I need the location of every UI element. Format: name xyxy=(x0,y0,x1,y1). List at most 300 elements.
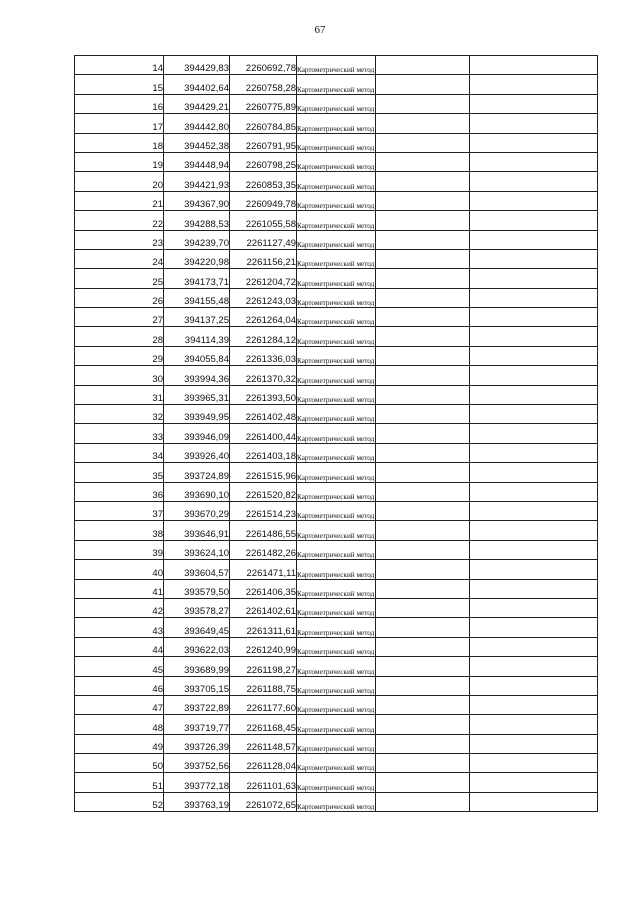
point-number-cell: 30 xyxy=(75,366,164,385)
table-row xyxy=(75,521,598,540)
x-coordinate-cell: 393705,15 xyxy=(164,676,230,695)
empty-cell xyxy=(376,211,470,230)
method-cell xyxy=(297,385,376,404)
method-text: Картометрический метод xyxy=(297,570,375,579)
method-cell xyxy=(297,346,376,365)
point-number-cell: 39 xyxy=(75,540,164,559)
point-number-cell: 35 xyxy=(75,463,164,482)
empty-cell xyxy=(376,521,470,540)
x-coordinate-cell: 394429,83 xyxy=(164,56,230,75)
method-text: Картометрический метод xyxy=(297,66,375,75)
empty-cell xyxy=(470,501,598,520)
empty-cell xyxy=(376,249,470,268)
method-text: Картометрический метод xyxy=(297,551,375,560)
empty-cell xyxy=(470,521,598,540)
empty-cell xyxy=(376,366,470,385)
method-cell xyxy=(297,133,376,152)
method-cell xyxy=(297,405,376,424)
method-text: Картометрический метод xyxy=(297,745,375,754)
empty-cell xyxy=(470,734,598,753)
x-coordinate-cell: 393578,27 xyxy=(164,598,230,617)
method-text: Картометрический метод xyxy=(297,299,375,308)
y-coordinate-cell: 2261486,55 xyxy=(230,521,297,540)
empty-cell xyxy=(376,754,470,773)
table-row xyxy=(75,443,598,462)
method-text: Картометрический метод xyxy=(297,531,375,540)
y-coordinate-cell: 2261402,61 xyxy=(230,598,297,617)
y-coordinate-cell: 2261177,60 xyxy=(230,695,297,714)
y-coordinate-cell: 2261198,27 xyxy=(230,657,297,676)
empty-cell xyxy=(470,288,598,307)
method-text: Картометрический метод xyxy=(297,221,375,230)
empty-cell xyxy=(470,657,598,676)
empty-cell xyxy=(470,618,598,637)
empty-cell xyxy=(470,346,598,365)
empty-cell xyxy=(376,308,470,327)
empty-cell xyxy=(470,463,598,482)
method-text: Картометрический метод xyxy=(297,725,375,734)
method-text: Картометрический метод xyxy=(297,589,375,598)
empty-cell xyxy=(470,405,598,424)
method-cell xyxy=(297,308,376,327)
table-row xyxy=(75,598,598,617)
method-cell xyxy=(297,482,376,501)
method-text: Картометрический метод xyxy=(297,609,375,618)
x-coordinate-cell: 394173,71 xyxy=(164,269,230,288)
point-number-cell: 31 xyxy=(75,385,164,404)
empty-cell xyxy=(376,540,470,559)
empty-cell xyxy=(470,773,598,792)
empty-cell xyxy=(376,715,470,734)
table-row xyxy=(75,152,598,171)
method-cell xyxy=(297,249,376,268)
empty-cell xyxy=(376,152,470,171)
empty-cell xyxy=(376,618,470,637)
table-row xyxy=(75,754,598,773)
y-coordinate-cell: 2261514,23 xyxy=(230,501,297,520)
y-coordinate-cell: 2261101,63 xyxy=(230,773,297,792)
y-coordinate-cell: 2260949,78 xyxy=(230,191,297,210)
method-text: Картометрический метод xyxy=(297,764,375,773)
table-row xyxy=(75,385,598,404)
empty-cell xyxy=(470,75,598,94)
method-text: Картометрический метод xyxy=(297,279,375,288)
x-coordinate-cell: 393649,45 xyxy=(164,618,230,637)
point-number-cell: 41 xyxy=(75,579,164,598)
y-coordinate-cell: 2261393,50 xyxy=(230,385,297,404)
method-text: Картометрический метод xyxy=(297,318,375,327)
empty-cell xyxy=(470,191,598,210)
empty-cell xyxy=(470,754,598,773)
empty-cell xyxy=(376,385,470,404)
method-cell xyxy=(297,327,376,346)
empty-cell xyxy=(470,327,598,346)
point-number-cell: 25 xyxy=(75,269,164,288)
empty-cell xyxy=(470,385,598,404)
empty-cell xyxy=(470,56,598,75)
method-cell xyxy=(297,366,376,385)
y-coordinate-cell: 2261403,18 xyxy=(230,443,297,462)
x-coordinate-cell: 394402,64 xyxy=(164,75,230,94)
method-text: Картометрический метод xyxy=(297,260,375,269)
table-row xyxy=(75,346,598,365)
table-row xyxy=(75,191,598,210)
point-number-cell: 52 xyxy=(75,792,164,811)
y-coordinate-cell: 2261311,61 xyxy=(230,618,297,637)
empty-cell xyxy=(376,191,470,210)
method-cell xyxy=(297,695,376,714)
empty-cell xyxy=(376,560,470,579)
method-text: Картометрический метод xyxy=(297,163,375,172)
x-coordinate-cell: 393689,99 xyxy=(164,657,230,676)
y-coordinate-cell: 2261243,03 xyxy=(230,288,297,307)
y-coordinate-cell: 2261264,04 xyxy=(230,308,297,327)
empty-cell xyxy=(376,637,470,656)
empty-cell xyxy=(470,94,598,113)
empty-cell xyxy=(376,579,470,598)
empty-cell xyxy=(376,792,470,811)
x-coordinate-cell: 393946,09 xyxy=(164,424,230,443)
point-number-cell: 50 xyxy=(75,754,164,773)
y-coordinate-cell: 2260791,95 xyxy=(230,133,297,152)
point-number-cell: 29 xyxy=(75,346,164,365)
method-text: Картометрический метод xyxy=(297,202,375,211)
y-coordinate-cell: 2261402,48 xyxy=(230,405,297,424)
point-number-cell: 43 xyxy=(75,618,164,637)
method-cell xyxy=(297,191,376,210)
x-coordinate-cell: 394452,38 xyxy=(164,133,230,152)
method-text: Картометрический метод xyxy=(297,454,375,463)
table-row xyxy=(75,230,598,249)
empty-cell xyxy=(376,346,470,365)
empty-cell xyxy=(470,540,598,559)
method-cell xyxy=(297,540,376,559)
x-coordinate-cell: 393772,18 xyxy=(164,773,230,792)
table-row xyxy=(75,94,598,113)
x-coordinate-cell: 393624,10 xyxy=(164,540,230,559)
empty-cell xyxy=(470,230,598,249)
table-row xyxy=(75,560,598,579)
method-cell xyxy=(297,75,376,94)
table-row xyxy=(75,579,598,598)
empty-cell xyxy=(470,695,598,714)
x-coordinate-cell: 394448,94 xyxy=(164,152,230,171)
method-cell xyxy=(297,637,376,656)
point-number-cell: 16 xyxy=(75,94,164,113)
x-coordinate-cell: 394429,21 xyxy=(164,94,230,113)
method-text: Картометрический метод xyxy=(297,434,375,443)
empty-cell xyxy=(376,114,470,133)
x-coordinate-cell: 393604,57 xyxy=(164,560,230,579)
empty-cell xyxy=(470,366,598,385)
y-coordinate-cell: 2261055,58 xyxy=(230,211,297,230)
point-number-cell: 20 xyxy=(75,172,164,191)
point-number-cell: 36 xyxy=(75,482,164,501)
empty-cell xyxy=(376,133,470,152)
table-row xyxy=(75,657,598,676)
method-text: Картометрический метод xyxy=(297,143,375,152)
method-cell xyxy=(297,734,376,753)
y-coordinate-cell: 2261128,04 xyxy=(230,754,297,773)
x-coordinate-cell: 394367,90 xyxy=(164,191,230,210)
method-text: Картометрический метод xyxy=(297,686,375,695)
method-text: Картометрический метод xyxy=(297,648,375,657)
method-cell xyxy=(297,773,376,792)
point-number-cell: 42 xyxy=(75,598,164,617)
method-text: Картометрический метод xyxy=(297,85,375,94)
point-number-cell: 15 xyxy=(75,75,164,94)
empty-cell xyxy=(470,792,598,811)
point-number-cell: 24 xyxy=(75,249,164,268)
x-coordinate-cell: 393726,39 xyxy=(164,734,230,753)
y-coordinate-cell: 2261072,65 xyxy=(230,792,297,811)
method-text: Картометрический метод xyxy=(297,376,375,385)
method-text: Картометрический метод xyxy=(297,706,375,715)
empty-cell xyxy=(470,424,598,443)
empty-cell xyxy=(376,172,470,191)
method-text: Картометрический метод xyxy=(297,492,375,501)
table-row xyxy=(75,327,598,346)
x-coordinate-cell: 393724,89 xyxy=(164,463,230,482)
empty-cell xyxy=(376,501,470,520)
method-text: Картометрический метод xyxy=(297,337,375,346)
method-cell xyxy=(297,114,376,133)
empty-cell xyxy=(376,56,470,75)
y-coordinate-cell: 2261336,03 xyxy=(230,346,297,365)
y-coordinate-cell: 2260798,25 xyxy=(230,152,297,171)
x-coordinate-cell: 393994,36 xyxy=(164,366,230,385)
y-coordinate-cell: 2260758,28 xyxy=(230,75,297,94)
method-text: Картометрический метод xyxy=(297,182,375,191)
method-cell xyxy=(297,94,376,113)
method-text: Картометрический метод xyxy=(297,240,375,249)
empty-cell xyxy=(376,443,470,462)
point-number-cell: 48 xyxy=(75,715,164,734)
method-text: Картометрический метод xyxy=(297,124,375,133)
table-row xyxy=(75,463,598,482)
table-row xyxy=(75,56,598,75)
method-cell xyxy=(297,754,376,773)
x-coordinate-cell: 393926,40 xyxy=(164,443,230,462)
y-coordinate-cell: 2260692,78 xyxy=(230,56,297,75)
method-cell xyxy=(297,463,376,482)
table-row xyxy=(75,540,598,559)
point-number-cell: 51 xyxy=(75,773,164,792)
table-row xyxy=(75,773,598,792)
y-coordinate-cell: 2261471,11 xyxy=(230,560,297,579)
empty-cell xyxy=(470,715,598,734)
y-coordinate-cell: 2261168,45 xyxy=(230,715,297,734)
x-coordinate-cell: 393763,19 xyxy=(164,792,230,811)
method-text: Картометрический метод xyxy=(297,512,375,521)
y-coordinate-cell: 2261127,49 xyxy=(230,230,297,249)
coordinates-table-body xyxy=(75,56,598,812)
x-coordinate-cell: 394421,93 xyxy=(164,172,230,191)
point-number-cell: 40 xyxy=(75,560,164,579)
point-number-cell: 27 xyxy=(75,308,164,327)
point-number-cell: 38 xyxy=(75,521,164,540)
table-row xyxy=(75,405,598,424)
x-coordinate-cell: 393670,29 xyxy=(164,501,230,520)
method-cell xyxy=(297,230,376,249)
empty-cell xyxy=(470,579,598,598)
method-cell xyxy=(297,172,376,191)
method-cell xyxy=(297,424,376,443)
empty-cell xyxy=(376,288,470,307)
y-coordinate-cell: 2261188,75 xyxy=(230,676,297,695)
y-coordinate-cell: 2260784,85 xyxy=(230,114,297,133)
table-row xyxy=(75,114,598,133)
point-number-cell: 46 xyxy=(75,676,164,695)
table-row xyxy=(75,501,598,520)
y-coordinate-cell: 2261400,44 xyxy=(230,424,297,443)
point-number-cell: 45 xyxy=(75,657,164,676)
x-coordinate-cell: 393622,03 xyxy=(164,637,230,656)
method-text: Картометрический метод xyxy=(297,357,375,366)
point-number-cell: 17 xyxy=(75,114,164,133)
empty-cell xyxy=(376,734,470,753)
x-coordinate-cell: 394114,39 xyxy=(164,327,230,346)
empty-cell xyxy=(470,598,598,617)
y-coordinate-cell: 2261148,57 xyxy=(230,734,297,753)
y-coordinate-cell: 2261156,21 xyxy=(230,249,297,268)
x-coordinate-cell: 393949,95 xyxy=(164,405,230,424)
y-coordinate-cell: 2261515,96 xyxy=(230,463,297,482)
table-row xyxy=(75,695,598,714)
table-row xyxy=(75,172,598,191)
empty-cell xyxy=(470,560,598,579)
empty-cell xyxy=(470,172,598,191)
method-cell xyxy=(297,501,376,520)
empty-cell xyxy=(470,152,598,171)
table-row xyxy=(75,676,598,695)
method-cell xyxy=(297,676,376,695)
x-coordinate-cell: 393690,10 xyxy=(164,482,230,501)
empty-cell xyxy=(470,637,598,656)
method-cell xyxy=(297,792,376,811)
empty-cell xyxy=(376,463,470,482)
method-cell xyxy=(297,560,376,579)
point-number-cell: 47 xyxy=(75,695,164,714)
empty-cell xyxy=(376,230,470,249)
empty-cell xyxy=(376,482,470,501)
empty-cell xyxy=(376,269,470,288)
y-coordinate-cell: 2261520,82 xyxy=(230,482,297,501)
empty-cell xyxy=(470,482,598,501)
point-number-cell: 34 xyxy=(75,443,164,462)
empty-cell xyxy=(470,114,598,133)
method-cell xyxy=(297,269,376,288)
y-coordinate-cell: 2261370,32 xyxy=(230,366,297,385)
table-row xyxy=(75,308,598,327)
empty-cell xyxy=(376,94,470,113)
x-coordinate-cell: 394055,84 xyxy=(164,346,230,365)
table-row xyxy=(75,792,598,811)
page-number: 67 xyxy=(314,24,326,36)
point-number-cell: 49 xyxy=(75,734,164,753)
table-row xyxy=(75,637,598,656)
empty-cell xyxy=(470,443,598,462)
point-number-cell: 26 xyxy=(75,288,164,307)
method-cell xyxy=(297,56,376,75)
y-coordinate-cell: 2261406,35 xyxy=(230,579,297,598)
method-text: Картометрический метод xyxy=(297,105,375,114)
table-row xyxy=(75,366,598,385)
empty-cell xyxy=(470,269,598,288)
empty-cell xyxy=(376,657,470,676)
table-row xyxy=(75,715,598,734)
y-coordinate-cell: 2261240,99 xyxy=(230,637,297,656)
empty-cell xyxy=(376,773,470,792)
x-coordinate-cell: 393646,91 xyxy=(164,521,230,540)
empty-cell xyxy=(376,598,470,617)
table-row xyxy=(75,482,598,501)
point-number-cell: 33 xyxy=(75,424,164,443)
method-text: Картометрический метод xyxy=(297,667,375,676)
method-text: Картометрический метод xyxy=(297,628,375,637)
empty-cell xyxy=(376,405,470,424)
table-row xyxy=(75,424,598,443)
empty-cell xyxy=(470,676,598,695)
point-number-cell: 44 xyxy=(75,637,164,656)
table-row xyxy=(75,133,598,152)
point-number-cell: 18 xyxy=(75,133,164,152)
method-cell xyxy=(297,288,376,307)
method-text: Картометрический метод xyxy=(297,803,375,812)
point-number-cell: 22 xyxy=(75,211,164,230)
method-cell xyxy=(297,579,376,598)
x-coordinate-cell: 394155,48 xyxy=(164,288,230,307)
empty-cell xyxy=(470,211,598,230)
method-cell xyxy=(297,598,376,617)
method-cell xyxy=(297,715,376,734)
method-text: Картометрический метод xyxy=(297,783,375,792)
method-cell xyxy=(297,521,376,540)
table-row xyxy=(75,618,598,637)
table-row xyxy=(75,211,598,230)
x-coordinate-cell: 394220,98 xyxy=(164,249,230,268)
empty-cell xyxy=(376,327,470,346)
x-coordinate-cell: 394288,53 xyxy=(164,211,230,230)
table-row xyxy=(75,249,598,268)
x-coordinate-cell: 393965,31 xyxy=(164,385,230,404)
empty-cell xyxy=(470,133,598,152)
point-number-cell: 28 xyxy=(75,327,164,346)
x-coordinate-cell: 393579,50 xyxy=(164,579,230,598)
empty-cell xyxy=(376,75,470,94)
x-coordinate-cell: 393752,56 xyxy=(164,754,230,773)
y-coordinate-cell: 2261482,26 xyxy=(230,540,297,559)
method-cell xyxy=(297,211,376,230)
point-number-cell: 14 xyxy=(75,56,164,75)
empty-cell xyxy=(470,308,598,327)
point-number-cell: 32 xyxy=(75,405,164,424)
method-cell xyxy=(297,618,376,637)
table-row xyxy=(75,288,598,307)
empty-cell xyxy=(376,695,470,714)
method-text: Картометрический метод xyxy=(297,415,375,424)
table-row xyxy=(75,734,598,753)
point-number-cell: 23 xyxy=(75,230,164,249)
y-coordinate-cell: 2261204,72 xyxy=(230,269,297,288)
empty-cell xyxy=(376,676,470,695)
method-cell xyxy=(297,657,376,676)
y-coordinate-cell: 2261284,12 xyxy=(230,327,297,346)
method-text: Картометрический метод xyxy=(297,396,375,405)
x-coordinate-cell: 393722,89 xyxy=(164,695,230,714)
x-coordinate-cell: 394137,25 xyxy=(164,308,230,327)
point-number-cell: 19 xyxy=(75,152,164,171)
